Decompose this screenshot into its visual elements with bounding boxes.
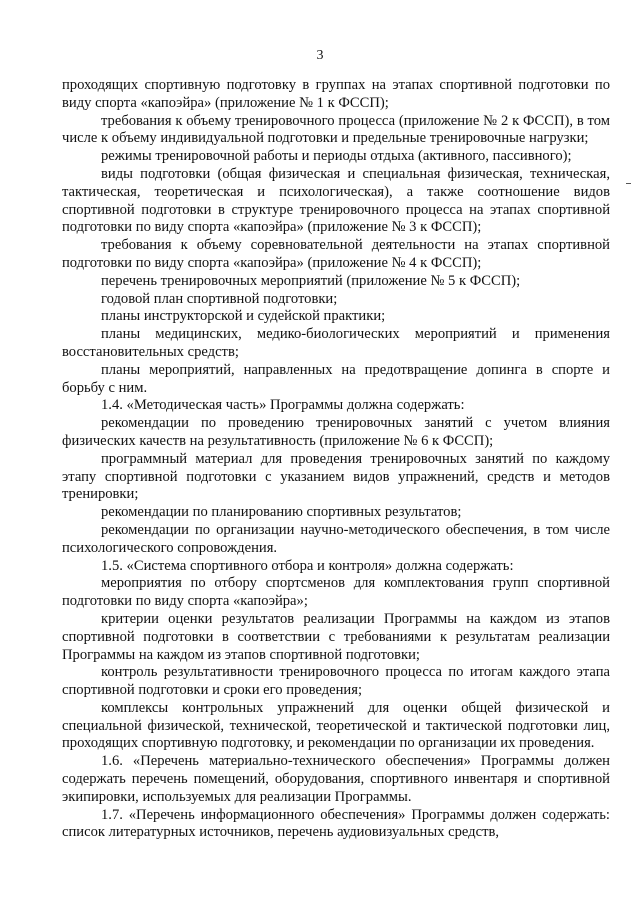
paragraph: программный материал для проведения тренировочных занятий по каждому этапу спортивной подготовки с указанием видов упражнений, средств и методов тренировки; <box>62 450 610 503</box>
paragraph: перечень тренировочных мероприятий (приложение № 5 к ФССП); <box>101 272 521 289</box>
section-paragraph: 1.6. «Перечень материально-технического обеспечения» Программы должен содержать перечень помещений, оборудования, спортивного инвентаря и спортивной экипировки, используемых для реализации Программы. <box>62 753 610 805</box>
paragraph: планы медицинских, медико-биологических мероприятий и применения восстановительных средств; <box>62 326 610 360</box>
paragraph: критерии оценки результатов реализации Программы на каждом из этапов спортивной подготовки в соответствии с требованиями к результатам реализации Программы на каждом из этапов спортивной подготовки; <box>62 610 610 663</box>
paragraph: виды подготовки (общая физическая и специальная физическая, техническая, тактическая, теоретическая и психологическая), а также соотношение видов спортивной подготовки в структуре тренировочного процесса на этапах спортивной подготовки по виду спорта «капоэйра» (приложение № 3 к ФССП); <box>62 165 610 236</box>
paragraph: годовой план спортивной подготовки; <box>101 290 338 307</box>
paragraph: рекомендации по организации научно-методического обеспечения, в том числе психологического сопровождения. <box>62 521 610 556</box>
paragraph: проходящих спортивную подготовку в группах на этапах спортивной подготовки по виду спорта «капоэйра» (приложение № 1 к ФССП); <box>62 77 610 111</box>
paragraph: мероприятия по отбору спортсменов для комплектования групп спортивной подготовки по виду спорта «капоэйра»; <box>62 575 610 610</box>
paragraph: планы мероприятий, направленных на предотвращение допинга в спорте и борьбу с ним. <box>62 361 610 396</box>
paragraph: требования к объему тренировочного процесса (приложение № 2 к ФССП), в том числе к объему индивидуальной подготовки и предельные тренировочные нагрузки; <box>62 112 610 147</box>
section-heading: 1.4. «Методическая часть» Программы должна содержать: <box>101 397 465 414</box>
section-paragraph: 1.7. «Перечень информационного обеспечения» Программы должен содержать: список литературных источников, перечень аудиовизуальных средств, <box>62 806 610 841</box>
paragraph: рекомендации по планированию спортивных результатов; <box>101 504 462 521</box>
section-heading: 1.5. «Система спортивного отбора и контроля» должна содержать: <box>101 557 514 574</box>
document-body <box>62 77 610 842</box>
paragraph: планы инструкторской и судейской практики; <box>101 308 386 325</box>
paragraph: требования к объему соревновательной деятельности на этапах спортивной подготовки по виду спорта «капоэйра» (приложение № 4 к ФССП); <box>62 237 610 271</box>
paragraph: рекомендации по проведению тренировочных занятий с учетом влияния физических качеств на результативность (приложение № 6 к ФССП); <box>62 415 610 449</box>
margin-mark <box>626 183 631 184</box>
page-number: 3 <box>316 48 324 63</box>
paragraph: комплексы контрольных упражнений для оценки общей физической и специальной физической, технической, теоретической и тактической подготовки лиц, проходящих спортивную подготовку, и рекомендации по организации их проведения. <box>62 699 610 752</box>
paragraph: контроль результативности тренировочного процесса по итогам каждого этапа спортивной подготовки и сроки его проведения; <box>62 664 610 699</box>
paragraph: режимы тренировочной работы и периоды отдыха (активного, пассивного); <box>101 148 572 165</box>
